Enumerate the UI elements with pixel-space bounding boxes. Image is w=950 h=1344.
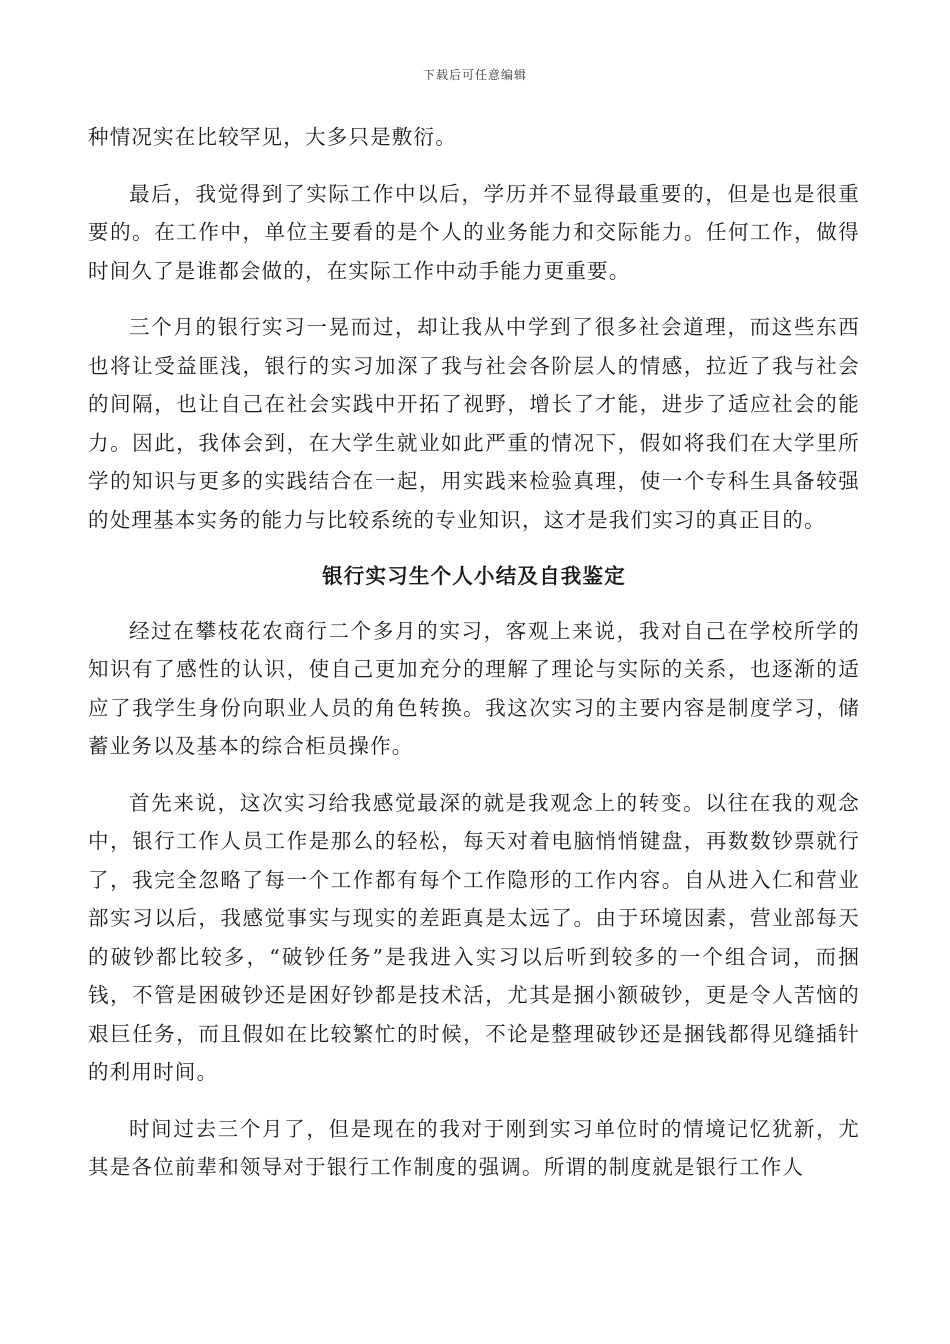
paragraph-mindset-change: 首先来说，这次实习给我感觉最深的就是我观念上的转变。以往在我的观念中，银行工作人员工作是那么的轻松，每天对着电脑悄悄键盘，再数数钞票就行了，我完全忽略了每一个工作都有每个工作隐形的工作内容。自从进入仁和营业部实习以后，我感觉事实与现实的差距真是太远了。由于环境因素，营业部每天的破钞都比较多，“破钞任务”是我进入实习以后听到较多的一个组合词，而捆钱，不管是困破钞还是困好钞都是技术活，尤其是捆小额破钞，更是令人苦恼的艰巨任务，而且假如在比较繁忙的时候，不论是整理破钞还是捆钱都得见缝插针的利用时间。 (88, 790, 860, 1084)
paragraph-internship-intro: 经过在攀枝花农商行二个多月的实习，客观上来说，我对自己在学校所学的知识有了感性的认识，使自己更加充分的理解了理论与实际的关系，也逐渐的适应了我学生身份向职业人员的角色转换。我这次实习的主要内容是制度学习，储蓄业务以及基本的综合柜员操作。 (88, 618, 860, 758)
paragraph-education: 最后，我觉得到了实际工作中以后，学历并不显得最重要的，但是也是很重要的。在工作中，单位主要看的是个人的业务能力和交际能力。任何工作，做得时间久了是谁都会做的，在实际工作中动手能力更重要。 (88, 181, 860, 283)
section-title: 银行实习生个人小结及自我鉴定 (322, 564, 626, 588)
page-header: 下载后可任意编辑 (422, 68, 527, 82)
document-body (88, 118, 860, 1187)
paragraph-internship-summary: 三个月的银行实习一晃而过，却让我从中学到了很多社会道理，而这些东西也将让受益匪浅，银行的实习加深了我与社会各阶层人的情感，拉近了我与社会的间隔，也让自己在社会实践中开拓了视野，增长了才能，进步了适应社会的能力。因此，我体会到，在大学生就业如此严重的情况下，假如将我们在大学里所学的知识与更多的实践结合在一起，用实践来检验真理，使一个专科生具备较强的处理基本实务的能力与比较系统的专业知识，这才是我们实习的真正目的。 (88, 315, 860, 532)
paragraph-rules-memory: 时间过去三个月了，但是现在的我对于刚到实习单位时的情境记忆犹新，尤其是各位前辈和领导对于银行工作制度的强调。所谓的制度就是银行工作人 (88, 1116, 860, 1179)
paragraph-continuation: 种情况实在比较罕见，大多只是敷衍。 (88, 125, 457, 149)
